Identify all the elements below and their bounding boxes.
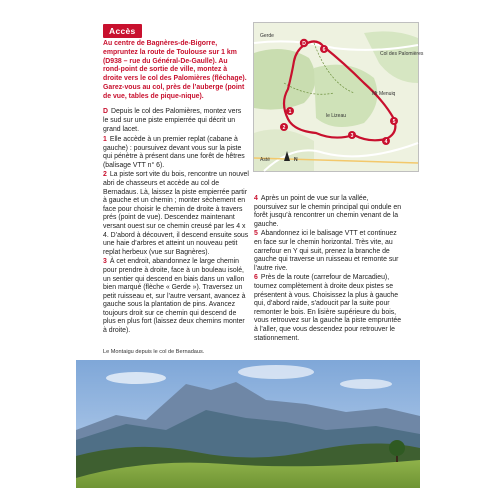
steps-right-column (254, 195, 402, 344)
map-label-col: Col des Palomières (380, 51, 424, 57)
marker-label: 4 (384, 139, 388, 145)
step-text: La piste sort vite du bois, rencontre un nouvel abri de chasseurs et accède au col de Bernadaus. Là, laissez la piste empierrée partir à gauche et un chemin ; monter sèchement en face pour choisir le chemin de droite à travers prés (point de vue). Descendez maintenant versant ouest sur ce chemin creusé par les 4 x 4. D’abord à découvert, il descend ensuite sous une haie d’arbres et atteint un nouveau petit replat herbeux (vue sur Bagnères). (103, 171, 249, 256)
start-marker: D (103, 108, 108, 115)
marker-label: 3 (350, 133, 354, 139)
route-map (253, 22, 424, 172)
access-directions: Au centre de Bagnères-de-Bigorre, empruntez la route de Toulouse sur 1 km (D938 – rue du Général-De-Gaulle). Au rond-point de sortie de ville, montez à droite vers le col des Palomières (fléchage). Garez-vous au col, près de l’auberge (point de vue, tables de pique-nique). (103, 40, 247, 100)
map-label-mt: Mt Menuiq (372, 91, 396, 97)
step-6 (254, 274, 402, 343)
route-marker-5 (390, 117, 398, 125)
route-marker-2 (280, 123, 288, 131)
access-badge: Accès (103, 24, 142, 38)
start-paragraph (103, 108, 247, 134)
map-label-lizeau: le Lizeau (326, 113, 347, 119)
route-marker-3 (348, 131, 356, 139)
step-number: 4 (254, 195, 258, 202)
north-label: N (294, 157, 298, 163)
route-map-svg (254, 23, 424, 171)
step-3 (103, 258, 249, 335)
route-marker-1 (286, 107, 294, 115)
route-marker-6 (320, 45, 328, 53)
marker-label: 6 (322, 47, 326, 53)
photo-caption: Le Montaigu depuis le col de Bernadaus. (103, 349, 205, 355)
marker-label: 1 (288, 109, 292, 115)
step-number: 6 (254, 274, 258, 282)
cloud (238, 365, 314, 379)
step-1 (103, 136, 249, 170)
step-4 (254, 195, 402, 229)
marker-label: 5 (392, 119, 396, 125)
cloud (106, 372, 166, 384)
step-number: 3 (103, 258, 107, 266)
step-number: 2 (103, 171, 107, 179)
step-text: Elle accède à un premier replat (cabane à gauche) : poursuivez devant vous sur la piste qui pénètre à présent dans une forêt de hêtres (balisage VTT n° 6). (103, 136, 245, 169)
step-5 (254, 230, 402, 273)
steps-left-column (103, 136, 249, 337)
map-label-aste: Asté (260, 157, 271, 163)
cloud (340, 379, 392, 389)
route-marker-d (300, 39, 308, 47)
step-number: 5 (254, 230, 258, 238)
start-text: Depuis le col des Palomières, montez vers le sud sur une piste empierrée qui décrit un grand lacet. (103, 108, 242, 133)
step-text: Près de la route (carrefour de Marcadieu), tournez complètement à droite deux pistes se présentent à vous. Choisissez la plus à gauche qui, d’abord raide, s’adoucit par la suite pour remonter le bois. En lisière supérieure du bois, vous retrouvez sur la gauche la piste empruntée à l’aller, que vous descendez pour retrouver le stationnement. (254, 274, 402, 342)
step-number: 1 (103, 136, 107, 143)
landscape-photo-svg (76, 360, 420, 488)
marker-label: 2 (282, 125, 286, 131)
map-label-gerde: Gerde (260, 33, 274, 39)
landscape-photo (76, 360, 420, 488)
step-2 (103, 171, 249, 257)
route-marker-4 (382, 137, 390, 145)
marker-label: D (302, 41, 306, 47)
step-text: Après un point de vue sur la vallée, poursuivez sur le chemin principal qui ondule en forêt jusqu’à rencontrer un chemin venant de la gauche. (254, 195, 402, 228)
step-text: À cet endroit, abandonnez le large chemin pour prendre à droite, face à un bouleau isolé, un sentier qui descend en biais dans un vallon bien marqué (flèche « Gerde »). Traversez un petit ruisseau et, sur l’autre versant, avancez à gauche sous la plantation de pins. Avancez toujours droit sur ce chemin qui descend de plus en plus fort (laissez deux chemins monter à droite). (103, 258, 246, 335)
step-text: Abandonnez ici le balisage VTT et continuez en face sur le chemin horizontal. Très vite, au carrefour en Y qui suit, prenez la branche de gauche qui traverse un ruisseau et remonte sur l’autre rive. (254, 230, 399, 272)
